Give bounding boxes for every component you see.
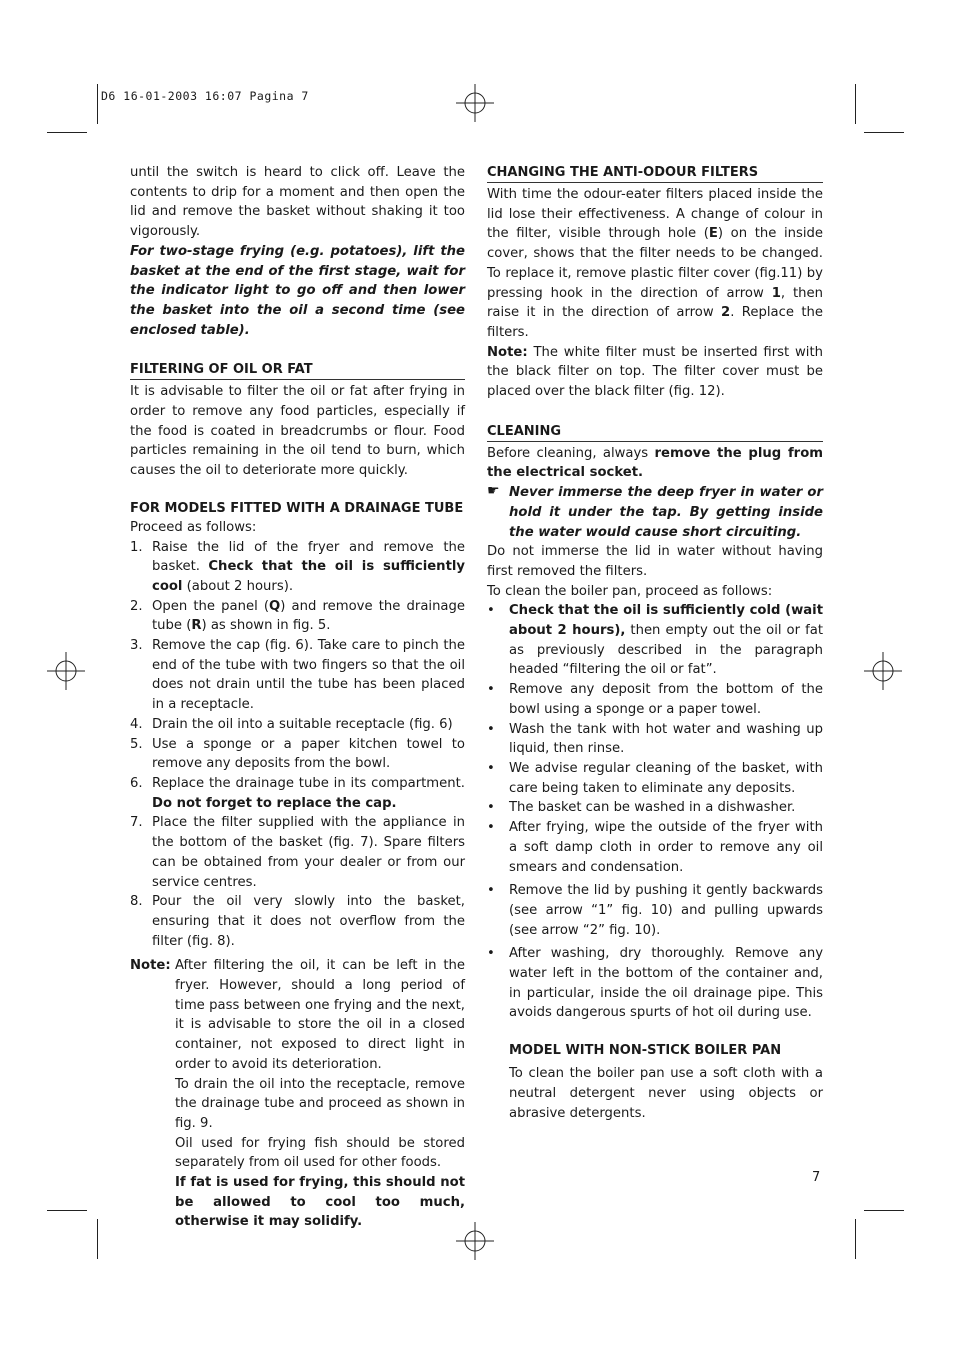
crop-mark: [97, 1219, 98, 1259]
list-item: 7. Place the filter supplied with the appliance in the bottom of the basket (fig. 7). Spare filters can be obtained from your dealer or from our service centres.: [130, 815, 465, 890]
list-item: 8. Pour the oil very slowly into the basket, ensuring that it does not overflow from the filter (fig. 8).: [130, 894, 465, 949]
filters-note: Note: The white filter must be inserted first with the black filter on top. The filter cover must be placed over the black filter (fig. 12).: [487, 344, 823, 400]
cleaning-paragraph: To clean the boiler pan, proceed as follows:: [487, 583, 773, 599]
crop-mark: [855, 84, 856, 124]
note-label: Note:: [130, 958, 171, 974]
storage-note: [130, 956, 465, 1232]
nonstick-heading: MODEL WITH NON-STICK BOILER PAN: [509, 1043, 782, 1059]
crop-mark: [864, 1210, 904, 1211]
drainage-heading: FOR MODELS FITTED WITH A DRAINAGE TUBE: [130, 500, 464, 516]
warning-paragraph: ☛ Never immerse the deep fryer in water or hold it under the tap. By getting inside the water would cause short circuiting.: [487, 483, 823, 540]
two-stage-frying-note: For two-stage frying (e.g. potatoes), lift the basket at the end of the first stage, wait for the indicator light to go off and then lower the basket into the oil a second time (see enclosed table).: [130, 243, 465, 338]
list-item: • The basket can be washed in a dishwasher.: [487, 800, 796, 816]
crop-mark: [47, 1210, 87, 1211]
filters-paragraph: With time the odour-eater filters placed inside the lid lose their effectiveness. A change of colour in the filter, visible through hole (E) on the inside cover, shows that the filter needs to be changed. To replace it, remove plastic filter cover (fig.11) by pressing hook in the direction of arrow 1, then raise it in the direction of arrow 2. Replace the filters.: [487, 187, 823, 340]
registration-mark-icon: [456, 84, 494, 122]
list-item: • We advise regular cleaning of the basket, with care being taken to eliminate any deposits.: [487, 760, 823, 796]
list-item: • After frying, wipe the outside of the fryer with a soft damp cloth in order to remove any oil smears and condensation.: [487, 820, 823, 875]
left-column: [130, 163, 465, 1232]
list-item: 6. Replace the drainage tube in its compartment. Do not forget to replace the cap.: [130, 775, 465, 811]
filters-heading: CHANGING THE ANTI-ODOUR FILTERS: [487, 163, 823, 183]
filtering-heading: FILTERING OF OIL OR FAT: [130, 360, 465, 380]
crop-mark: [855, 1219, 856, 1259]
list-item: • Remove any deposit from the bottom of the bowl using a sponge or a paper towel.: [487, 682, 823, 717]
pointing-hand-icon: ☛: [487, 483, 500, 500]
list-item: 5. Use a sponge or a paper kitchen towel to remove any deposits from the bowl.: [130, 736, 465, 772]
list-item: • Check that the oil is sufficiently cold (wait about 2 hours), then empty out the oil or fat as previously described in the paragraph headed “filtering the oil or fat”.: [487, 603, 823, 678]
drainage-steps: [130, 538, 465, 952]
registration-mark-icon: [864, 652, 902, 690]
note-paragraph: To drain the oil into the receptacle, remove the drainage tube and proceed as shown in fig. 9.: [175, 1076, 465, 1131]
page-number: 7: [812, 1170, 821, 1185]
list-item: 1. Raise the lid of the fryer and remove the basket. Check that the oil is sufficiently cool (about 2 hours).: [130, 539, 465, 594]
list-item: • Remove the lid by pushing it gently backwards (see arrow “1” fig. 10) and pulling upwards (see arrow “2” fig. 10).: [487, 883, 823, 938]
intro-paragraph: until the switch is heard to click off. Leave the contents to drip for a moment and then open the lid and remove the basket without shaking it too vigorously.: [130, 165, 465, 240]
drainage-intro: Proceed as follows:: [130, 519, 257, 535]
cleaning-steps: [487, 601, 823, 1023]
note-paragraph: If fat is used for frying, this should not be allowed to cool too much, otherwise it may solidify.: [175, 1175, 465, 1230]
filtering-paragraph: It is advisable to filter the oil or fat after frying in order to remove any food particles, especially if the food is coated in breadcrumbs or flour. Food particles remaining in the oil tend to burn, which causes the oil to deteriorate more quickly.: [130, 384, 465, 479]
crop-mark: [97, 84, 98, 124]
cleaning-heading: CLEANING: [487, 422, 823, 442]
list-item: 4. Drain the oil into a suitable receptacle (fig. 6): [130, 716, 453, 732]
list-item: 2. Open the panel (Q) and remove the drainage tube (R) as shown in fig. 5.: [130, 598, 465, 634]
print-slug: D6 16-01-2003 16:07 Pagina 7: [101, 89, 309, 103]
list-item: • Wash the tank with hot water and washing up liquid, then rinse.: [487, 721, 823, 757]
crop-mark: [47, 132, 87, 133]
list-item: • After washing, dry thoroughly. Remove any water left in the bottom of the container and, in particular, inside the oil drainage pipe. This avoids dangerous spurts of hot oil during use.: [487, 946, 823, 1021]
crop-mark: [864, 132, 904, 133]
nonstick-section: [487, 1041, 823, 1123]
list-item: 3. Remove the cap (fig. 6). Take care to pinch the end of the tube with two fingers so that the oil does not drain until the tube has been placed in a receptacle.: [130, 638, 465, 713]
right-column: [487, 163, 823, 1123]
nonstick-paragraph: To clean the boiler pan use a soft cloth with a neutral detergent never using objects or abrasive detergents.: [509, 1066, 823, 1121]
cleaning-intro: Before cleaning, always remove the plug from the electrical socket.: [487, 445, 823, 481]
note-paragraph: Oil used for frying fish should be stored separately from oil used for other foods.: [175, 1135, 465, 1171]
cleaning-paragraph: Do not immerse the lid in water without having first removed the filters.: [487, 544, 823, 579]
registration-mark-icon: [47, 652, 85, 690]
note-paragraph: After filtering the oil, it can be left in the fryer. However, should a long period of time pass between one frying and the next, it is advisable to store the oil in a closed container, not exposed to direct light in order to avoid its deterioration.: [175, 958, 465, 1072]
